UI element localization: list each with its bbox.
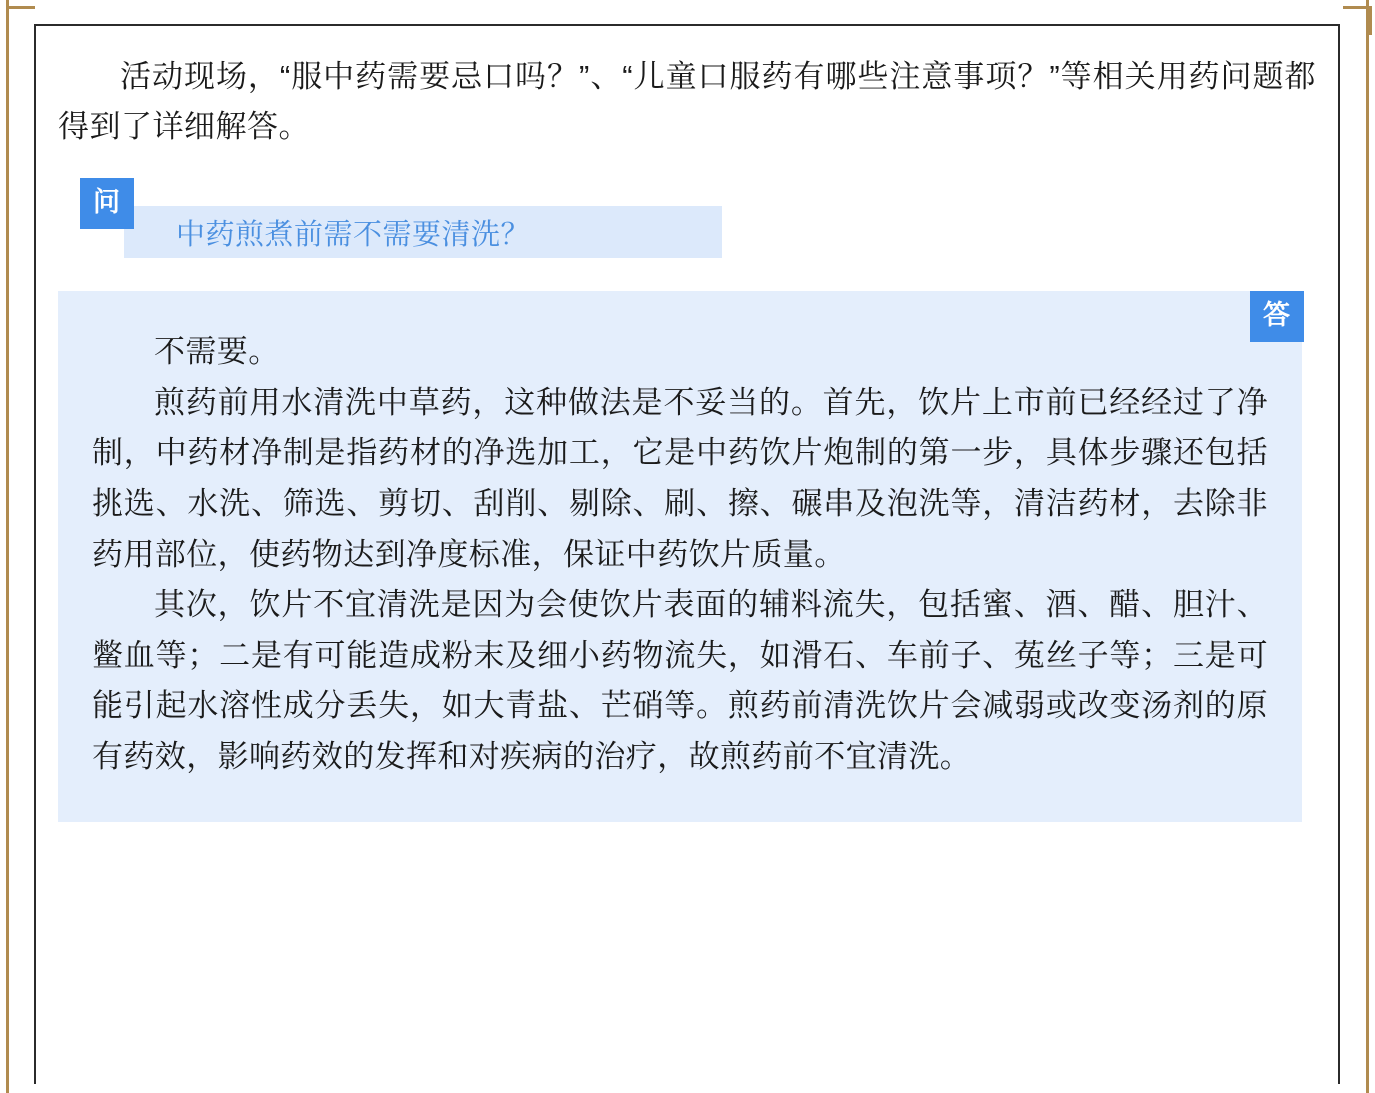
answer-paragraph: 煎药前用水清洗中草药，这种做法是不妥当的。首先，饮片上市前已经经过了净制，中药材净制是指药材的净选加工，它是中药饮片炮制的第一步，具体步骤还包括挑选、水洗、筛选、剪切、刮削、剔除、刷、擦、碾串及泡洗等，清洁药材，去除非药用部位，使药物达到净度标准，保证中药饮片质量。	[92, 384, 1268, 572]
question-text: 中药煎煮前需不需要清洗？	[176, 218, 531, 251]
decorative-corner-top-right	[1343, 6, 1372, 35]
decorative-rule-right	[1366, 0, 1369, 1093]
decorative-rule-left	[6, 0, 9, 1093]
answer-paragraph: 其次，饮片不宜清洗是因为会使饮片表面的辅料流失，包括蜜、酒、醋、胆汁、鳖血等；二是有可能造成粉末及细小药物流失，如滑石、车前子、菟丝子等；三是可能引起水溶性成分丢失，如大青盐、芒硝等。煎药前清洗饮片会减弱或改变汤剂的原有药效，影响药效的发挥和对疾病的治疗，故煎药前不宜清洗。	[92, 587, 1268, 774]
answer-block	[58, 291, 1316, 822]
intro-paragraph: 活动现场，“服中药需要忌口吗？”、“儿童口服药有哪些注意事项？”等相关用药问题都得到了详细解答。	[58, 59, 1316, 145]
question-block	[58, 178, 1316, 258]
question-bar	[124, 206, 722, 258]
decorative-corner-top-left	[6, 6, 35, 35]
answer-body	[58, 291, 1302, 822]
article-card	[34, 24, 1340, 1084]
question-badge: 问	[80, 178, 134, 229]
answer-badge: 答	[1250, 291, 1304, 342]
answer-paragraph: 不需要。	[154, 334, 280, 370]
